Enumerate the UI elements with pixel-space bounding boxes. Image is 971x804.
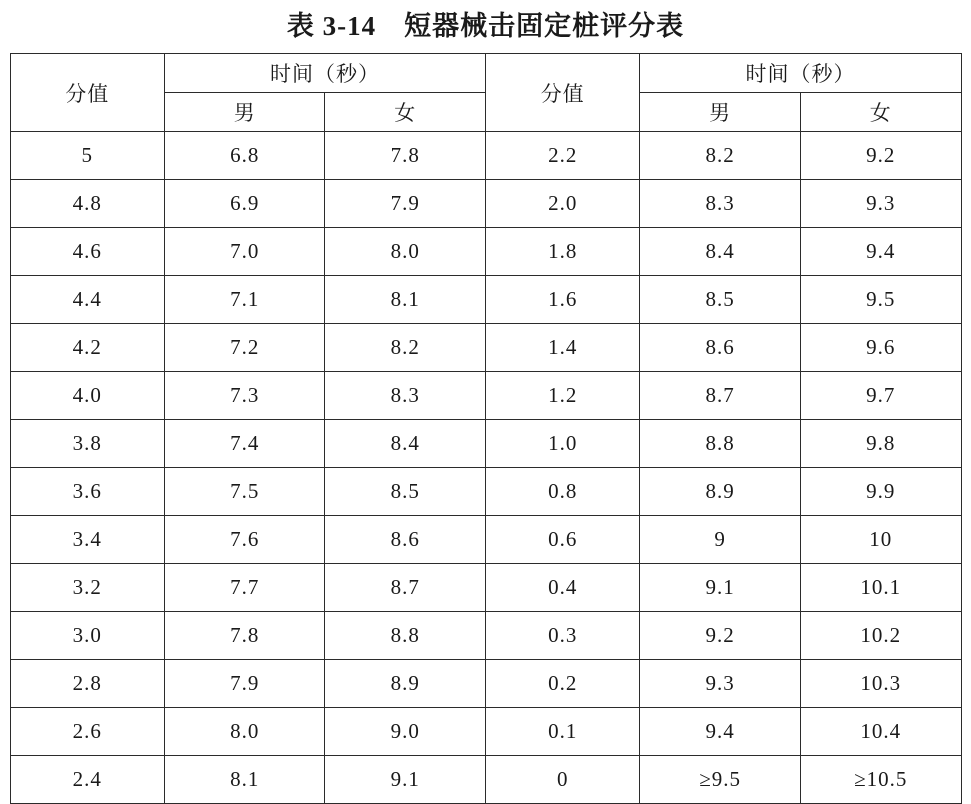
header-time-left: 时间（秒） [164,54,485,93]
cell-male-right: ≥9.5 [640,756,801,804]
cell-female-right: 9.8 [800,420,961,468]
cell-female-left: 8.6 [325,516,486,564]
cell-male-right: 8.7 [640,372,801,420]
cell-female-right: 9.9 [800,468,961,516]
cell-score-left: 3.6 [10,468,164,516]
table-row [10,276,961,324]
cell-male-left: 7.5 [164,468,325,516]
table-row [10,516,961,564]
cell-female-left: 8.3 [325,372,486,420]
table-row [10,228,961,276]
score-table [10,53,962,804]
cell-score-left: 3.4 [10,516,164,564]
cell-score-left: 4.0 [10,372,164,420]
cell-score-right: 2.0 [485,180,639,228]
cell-score-left: 4.8 [10,180,164,228]
cell-score-left: 2.4 [10,756,164,804]
table-row [10,324,961,372]
cell-score-right: 1.0 [485,420,639,468]
cell-male-right: 9.1 [640,564,801,612]
cell-female-left: 8.1 [325,276,486,324]
table-row [10,564,961,612]
cell-female-left: 8.5 [325,468,486,516]
cell-male-left: 7.8 [164,612,325,660]
cell-score-right: 0.3 [485,612,639,660]
cell-male-right: 9 [640,516,801,564]
header-female-right: 女 [800,93,961,132]
cell-score-right: 0.8 [485,468,639,516]
cell-male-left: 7.2 [164,324,325,372]
table-row [10,612,961,660]
cell-score-right: 1.2 [485,372,639,420]
cell-score-right: 1.4 [485,324,639,372]
cell-female-left: 8.7 [325,564,486,612]
cell-score-left: 3.2 [10,564,164,612]
cell-female-right: 10.1 [800,564,961,612]
cell-male-left: 6.9 [164,180,325,228]
cell-score-left: 3.0 [10,612,164,660]
cell-female-right: 9.7 [800,372,961,420]
cell-female-right: 9.3 [800,180,961,228]
cell-male-right: 9.4 [640,708,801,756]
header-male-left: 男 [164,93,325,132]
cell-male-right: 9.3 [640,660,801,708]
cell-score-right: 0.1 [485,708,639,756]
cell-score-left: 3.8 [10,420,164,468]
cell-male-right: 8.3 [640,180,801,228]
table-row [10,756,961,804]
cell-male-left: 7.6 [164,516,325,564]
cell-female-left: 9.1 [325,756,486,804]
cell-male-right: 8.8 [640,420,801,468]
cell-female-right: 10.4 [800,708,961,756]
cell-female-left: 8.8 [325,612,486,660]
header-score-right: 分值 [485,54,639,132]
cell-male-right: 8.9 [640,468,801,516]
cell-male-right: 8.4 [640,228,801,276]
table-row [10,372,961,420]
cell-female-right: 9.4 [800,228,961,276]
cell-female-right: 10 [800,516,961,564]
cell-male-left: 6.8 [164,132,325,180]
cell-male-left: 7.1 [164,276,325,324]
cell-male-left: 8.1 [164,756,325,804]
header-female-left: 女 [325,93,486,132]
cell-male-right: 8.5 [640,276,801,324]
cell-female-left: 8.9 [325,660,486,708]
table-body [10,132,961,804]
cell-score-right: 0.2 [485,660,639,708]
cell-score-left: 2.8 [10,660,164,708]
cell-score-right: 2.2 [485,132,639,180]
cell-score-right: 0.6 [485,516,639,564]
cell-female-right: 9.6 [800,324,961,372]
cell-male-left: 7.3 [164,372,325,420]
cell-score-left: 2.6 [10,708,164,756]
cell-female-left: 8.0 [325,228,486,276]
cell-score-left: 5 [10,132,164,180]
header-score-left: 分值 [10,54,164,132]
cell-female-left: 8.4 [325,420,486,468]
cell-score-left: 4.2 [10,324,164,372]
cell-male-left: 7.9 [164,660,325,708]
cell-female-left: 7.9 [325,180,486,228]
header-time-right: 时间（秒） [640,54,961,93]
header-male-right: 男 [640,93,801,132]
cell-female-left: 7.8 [325,132,486,180]
cell-score-right: 1.8 [485,228,639,276]
cell-male-right: 8.2 [640,132,801,180]
cell-male-left: 7.4 [164,420,325,468]
cell-female-right: 10.2 [800,612,961,660]
cell-female-right: 9.2 [800,132,961,180]
table-row [10,420,961,468]
cell-female-right: ≥10.5 [800,756,961,804]
table-header [10,54,961,132]
cell-female-left: 8.2 [325,324,486,372]
table-row [10,708,961,756]
cell-score-left: 4.4 [10,276,164,324]
table-row [10,660,961,708]
cell-score-right: 0 [485,756,639,804]
cell-male-left: 8.0 [164,708,325,756]
cell-score-right: 1.6 [485,276,639,324]
cell-female-right: 9.5 [800,276,961,324]
table-row [10,468,961,516]
cell-male-right: 9.2 [640,612,801,660]
page-title: 表 3-14 短器械击固定桩评分表 [286,11,685,41]
cell-score-left: 4.6 [10,228,164,276]
cell-male-right: 8.6 [640,324,801,372]
cell-male-left: 7.7 [164,564,325,612]
cell-female-right: 10.3 [800,660,961,708]
cell-score-right: 0.4 [485,564,639,612]
cell-female-left: 9.0 [325,708,486,756]
table-header-row-1 [10,54,961,93]
table-row [10,180,961,228]
cell-male-left: 7.0 [164,228,325,276]
table-row [10,132,961,180]
